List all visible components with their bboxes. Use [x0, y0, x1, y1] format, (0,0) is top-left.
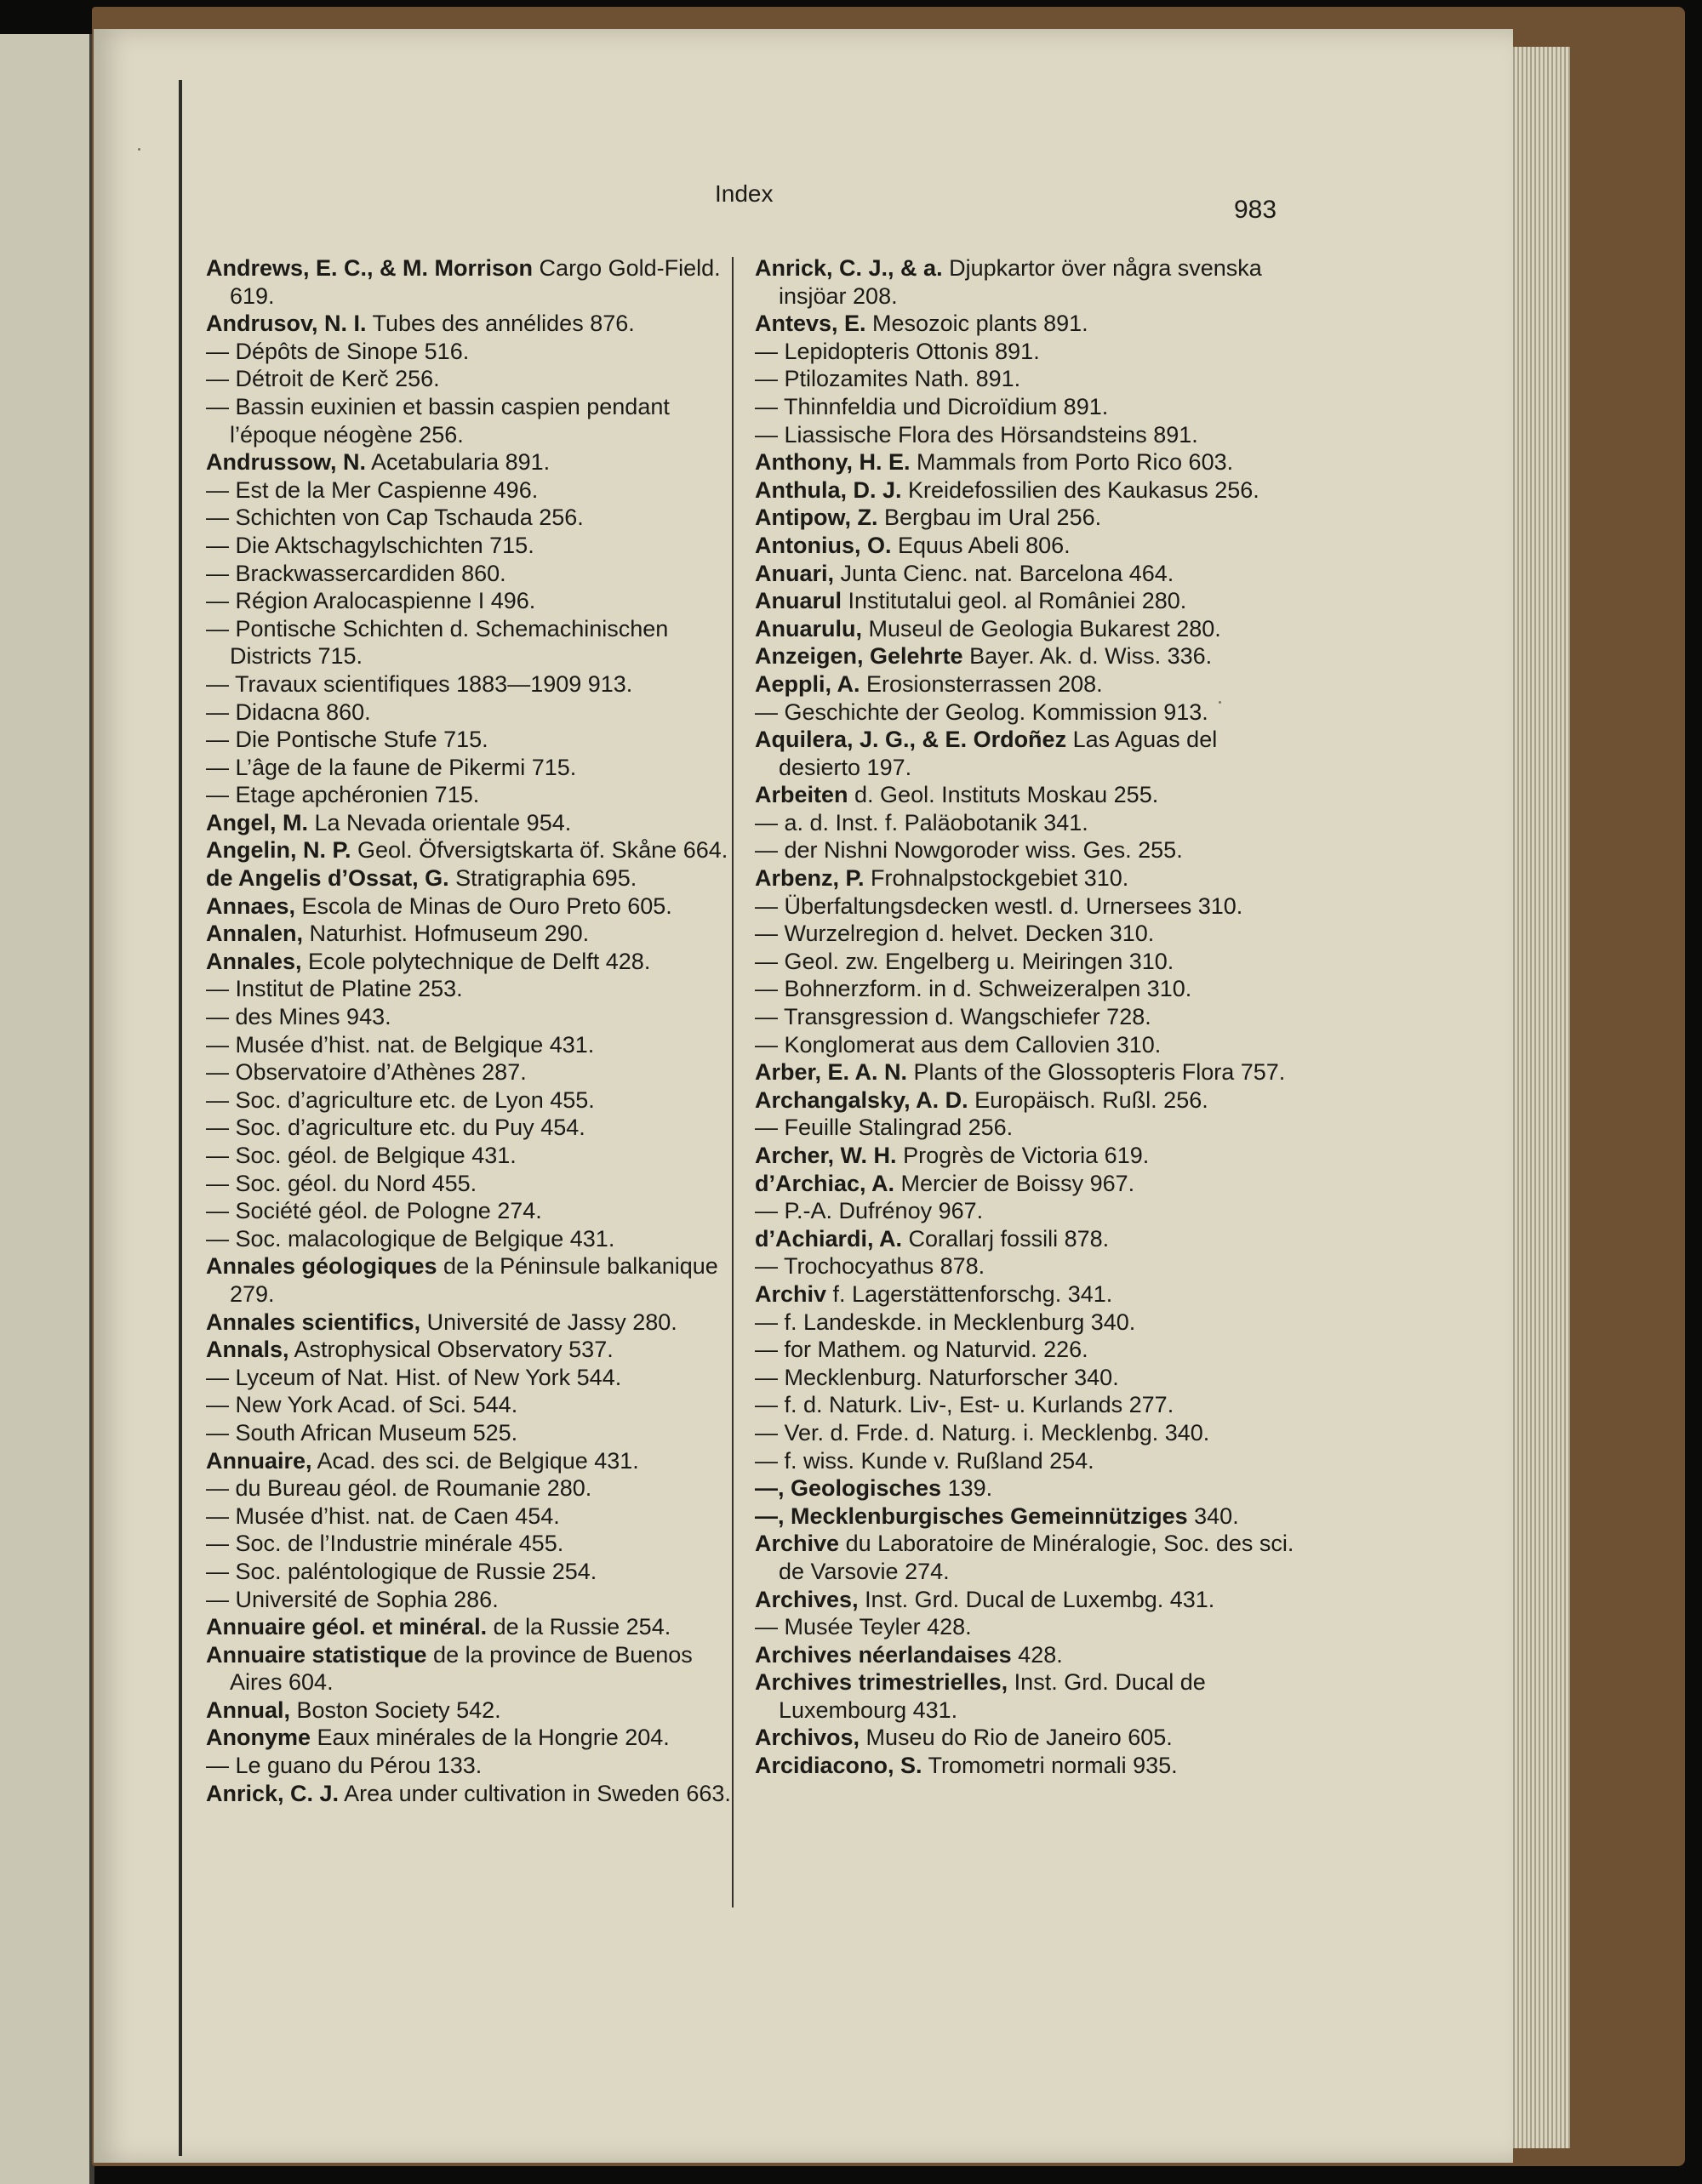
- index-entry-text: Corallarj fossili 878.: [902, 1225, 1110, 1252]
- index-entry-heading: Arcidiacono, S.: [755, 1753, 922, 1779]
- index-entry-heading: Annuaire,: [206, 1447, 312, 1474]
- index-entry-text: — Geol. zw. Engelberg u. Meiringen 310.: [755, 948, 1174, 974]
- index-entry-text: Acad. des sci. de Belgique 431.: [311, 1447, 639, 1474]
- index-entry-text: — Liassische Flora des Hörsandsteins 891.: [755, 421, 1198, 448]
- index-entry: [755, 1503, 1299, 1531]
- index-entry-heading: Archives trimestrielles,: [755, 1669, 1008, 1696]
- index-entry: [206, 1530, 742, 1558]
- index-entry: [755, 254, 1299, 310]
- index-entry-text: Bergbau im Ural 256.: [877, 505, 1102, 531]
- index-entry-text: — Musée Teyler 428.: [755, 1614, 972, 1640]
- index-entry: [206, 1058, 742, 1086]
- index-entry-heading: Annaes,: [206, 892, 296, 919]
- index-entry-heading: Annuaire géol. et minéral.: [206, 1614, 488, 1640]
- index-entry: [755, 1447, 1299, 1475]
- index-entry: [755, 1309, 1299, 1337]
- index-entry-text: 340.: [1187, 1503, 1239, 1529]
- index-entry-heading: Anuarulu,: [755, 615, 862, 642]
- index-entry: [206, 920, 742, 948]
- index-entry-text: Cargo Gold-Field. 619.: [230, 255, 721, 309]
- index-entry-heading: Antonius, O.: [755, 532, 892, 558]
- index-entry: [206, 1114, 742, 1142]
- index-entry-text: Bayer. Ak. d. Wiss. 336.: [962, 643, 1213, 670]
- index-entry: [206, 1391, 742, 1419]
- index-entry: [755, 975, 1299, 1003]
- index-entry: [206, 892, 742, 921]
- index-entry-text: Inst. Grd. Ducal de Luxembg. 431.: [858, 1586, 1215, 1612]
- index-entry-heading: Annual,: [206, 1696, 290, 1723]
- index-entry-heading: Andrussow, N.: [206, 449, 367, 476]
- index-entry: [755, 920, 1299, 948]
- index-entry: [206, 310, 742, 338]
- index-entry-text: — Lepidopteris Ottonis 891.: [755, 338, 1040, 364]
- index-entry-text: — Institut de Platine 253.: [206, 976, 463, 1002]
- index-entry: [206, 560, 742, 588]
- index-entry-text: — for Mathem. og Naturvid. 226.: [755, 1337, 1088, 1363]
- index-entry-text: Inst. Grd. Ducal de Luxembourg 431.: [779, 1669, 1206, 1723]
- index-entry: [206, 1086, 742, 1115]
- index-entry: [206, 1252, 742, 1308]
- index-entry: [755, 1668, 1299, 1724]
- index-entry-heading: Anuari,: [755, 560, 835, 586]
- index-entry: [755, 1724, 1299, 1752]
- index-entry: [755, 532, 1299, 560]
- page-number: 983: [1234, 196, 1277, 224]
- index-entry: [206, 1003, 742, 1031]
- index-entry: [206, 1641, 742, 1696]
- gutter-shadow: [179, 80, 182, 2156]
- index-entry: [755, 864, 1299, 892]
- index-entry-text: Erosionsterrassen 208.: [860, 670, 1103, 697]
- index-entry: [206, 1586, 742, 1614]
- index-entry: [206, 1225, 742, 1253]
- index-entry-text: — Überfaltungsdecken westl. d. Urnersees 310.: [755, 892, 1243, 919]
- index-entry-text: 139.: [941, 1475, 993, 1502]
- index-entry-heading: Arbenz, P.: [755, 865, 865, 892]
- index-entry-heading: d’Achiardi, A.: [755, 1225, 903, 1252]
- index-entry: [206, 1336, 742, 1364]
- index-entry-text: — f. wiss. Kunde v. Rußland 254.: [755, 1447, 1094, 1474]
- index-entry: [206, 1558, 742, 1586]
- index-entry-text: — der Nishni Nowgoroder wiss. Ges. 255.: [755, 837, 1183, 864]
- index-entry-text: Institutalui geol. al României 280.: [842, 588, 1187, 614]
- index-entry-heading: Antipow, Z.: [755, 505, 878, 531]
- index-entry: [755, 781, 1299, 809]
- index-entry: [755, 504, 1299, 532]
- index-entry-text: — Pontische Schichten d. Schemachinischen Districts 715.: [206, 615, 669, 670]
- index-entry-heading: Anrick, C. J., & a.: [755, 255, 943, 281]
- index-entry-text: Geol. Öfversigtskarta öf. Skåne 664.: [351, 837, 728, 864]
- index-entry-heading: —, Geologisches: [755, 1475, 942, 1502]
- index-entry: [206, 809, 742, 837]
- index-entry: [206, 1309, 742, 1337]
- index-entry-text: Eaux minérales de la Hongrie 204.: [311, 1725, 670, 1751]
- index-entry: [755, 1280, 1299, 1309]
- index-entry: [206, 726, 742, 754]
- index-entry: [206, 1474, 742, 1503]
- index-entry-heading: de Angelis d’Ossat, G.: [206, 865, 449, 892]
- index-entry-text: — Est de la Mer Caspienne 496.: [206, 476, 539, 503]
- index-entry: [206, 1724, 742, 1752]
- index-entry-text: — Konglomerat aus dem Callovien 310.: [755, 1031, 1162, 1058]
- index-entry-text: Université de Jassy 280.: [420, 1309, 677, 1335]
- index-entry-text: — Le guano du Pérou 133.: [206, 1753, 483, 1779]
- index-entry-text: Plants of the Glossopteris Flora 757.: [907, 1059, 1286, 1086]
- index-entry-text: — Mecklenburg. Naturforscher 340.: [755, 1364, 1119, 1390]
- index-entry-text: — South African Museum 525.: [206, 1419, 518, 1446]
- index-entry-text: — Soc. géol. de Belgique 431.: [206, 1143, 517, 1168]
- index-entry-text: Escola de Minas de Ouro Preto 605.: [295, 892, 672, 919]
- index-entry-text: de la province de Buenos Aires 604.: [230, 1641, 693, 1696]
- index-entry: [755, 948, 1299, 976]
- index-entry: [755, 476, 1299, 505]
- index-entry: [206, 393, 742, 448]
- index-entry: [206, 670, 742, 699]
- index-entry-text: Acetabularia 891.: [366, 449, 551, 476]
- index-entry: [206, 338, 742, 366]
- index-entry-heading: Annales,: [206, 948, 302, 974]
- index-entry-text: Area under cultivation in Sweden 663.: [339, 1780, 731, 1806]
- index-entry: [206, 365, 742, 393]
- index-entry-text: du Laboratoire de Minéralogie, Soc. des sci. de Varsovie 274.: [779, 1531, 1294, 1584]
- index-entry-text: — Transgression d. Wangschiefer 728.: [755, 1004, 1151, 1030]
- index-entry-heading: Annales géologiques: [206, 1253, 437, 1280]
- index-entry-text: Mercier de Boissy 967.: [894, 1170, 1135, 1196]
- index-entry-text: — Observatoire d’Athènes 287.: [206, 1059, 527, 1086]
- index-entry-text: — Soc. d’agriculture etc. de Lyon 455.: [206, 1086, 595, 1113]
- index-entry: [206, 1752, 742, 1780]
- index-entry: [206, 532, 742, 560]
- index-entry: [206, 504, 742, 532]
- index-entry-heading: Annalen,: [206, 921, 304, 947]
- index-entry-heading: Angel, M.: [206, 809, 308, 835]
- index-entry: [206, 1142, 742, 1170]
- index-entry: [206, 1197, 742, 1225]
- index-entry: [755, 421, 1299, 449]
- index-column-right: [755, 254, 1299, 1780]
- index-entry: [755, 365, 1299, 393]
- index-entry-text: — f. d. Naturk. Liv-, Est- u. Kurlands 277.: [755, 1392, 1174, 1418]
- index-entry: [206, 1419, 742, 1447]
- index-entry: [755, 1474, 1299, 1503]
- index-entry: [755, 1641, 1299, 1669]
- index-entry-heading: Anthula, D. J.: [755, 476, 902, 503]
- index-entry-text: Frohnalpstockgebiet 310.: [864, 865, 1129, 892]
- index-entry-text: de la Russie 254.: [487, 1614, 671, 1640]
- index-entry-text: — Lyceum of Nat. Hist. of New York 544.: [206, 1364, 622, 1390]
- index-entry: [755, 393, 1299, 421]
- index-entry-text: Ecole polytechnique de Delft 428.: [301, 948, 651, 974]
- index-entry-text: Europäisch. Rußl. 256.: [968, 1086, 1208, 1113]
- index-entry: [755, 1058, 1299, 1086]
- index-entry-text: Mesozoic plants 891.: [865, 311, 1088, 337]
- index-entry-text: Boston Society 542.: [290, 1696, 501, 1723]
- index-entry: [755, 338, 1299, 366]
- index-entry-text: Museul de Geologia Bukarest 280.: [862, 615, 1221, 642]
- index-entry: [755, 1613, 1299, 1641]
- index-entry: [206, 699, 742, 727]
- index-entry: [755, 560, 1299, 588]
- index-entry: [206, 864, 742, 892]
- index-entry-heading: Anuarul: [755, 588, 842, 614]
- index-entry-text: — Die Pontische Stufe 715.: [206, 727, 488, 753]
- index-entry: [755, 1114, 1299, 1142]
- index-entry-text: — Détroit de Kerč 256.: [206, 366, 440, 392]
- facing-page-edge: [0, 34, 94, 2184]
- index-entry-text: — f. Landeskde. in Mecklenburg 340.: [755, 1309, 1136, 1335]
- index-entry-text: — Brackwassercardiden 860.: [206, 560, 506, 586]
- index-entry-text: Naturhist. Hofmuseum 290.: [303, 921, 590, 947]
- paper-speck: [138, 148, 140, 151]
- index-entry-text: d. Geol. Instituts Moskau 255.: [848, 782, 1159, 808]
- index-entry-text: — Feuille Stalingrad 256.: [755, 1115, 1014, 1141]
- index-entry-text: — Société géol. de Pologne 274.: [206, 1198, 542, 1224]
- index-entry-text: Mammals from Porto Rico 603.: [910, 449, 1234, 476]
- index-entry: [755, 1031, 1299, 1059]
- index-entry-heading: Annales scientifics,: [206, 1309, 421, 1335]
- index-entry-heading: Andrews, E. C., & M. Morrison: [206, 255, 534, 281]
- index-entry-text: La Nevada orientale 954.: [308, 809, 572, 835]
- index-entry-heading: Annals,: [206, 1337, 289, 1363]
- index-entry: [206, 1503, 742, 1531]
- index-entry-text: — Ptilozamites Nath. 891.: [755, 366, 1021, 392]
- index-entry: [755, 448, 1299, 476]
- index-entry-heading: Angelin, N. P.: [206, 837, 351, 864]
- index-entry: [755, 642, 1299, 670]
- index-entry: [755, 670, 1299, 699]
- index-entry: [206, 1696, 742, 1725]
- index-entry: [755, 1252, 1299, 1280]
- paper-speck: [1219, 701, 1221, 704]
- index-entry-heading: —, Mecklenburgisches Gemeinnütziges: [755, 1503, 1188, 1529]
- index-entry: [755, 615, 1299, 643]
- index-entry-text: — Travaux scientifiques 1883—1909 913.: [206, 670, 633, 697]
- index-entry: [206, 781, 742, 809]
- index-entry-text: Djupkartor över några svenska insjöar 208.: [779, 255, 1262, 309]
- index-entry-text: Astrophysical Observatory 537.: [288, 1337, 614, 1363]
- index-entry-text: — des Mines 943.: [206, 1004, 391, 1030]
- index-entry: [206, 754, 742, 782]
- index-entry-text: — a. d. Inst. f. Paläobotanik 341.: [755, 809, 1088, 835]
- index-entry-text: — Soc. paléntologique de Russie 254.: [206, 1558, 597, 1584]
- index-entry-text: Equus Abeli 806.: [891, 532, 1071, 558]
- index-entry-heading: Antevs, E.: [755, 311, 866, 337]
- index-entry-text: — Soc. géol. du Nord 455.: [206, 1170, 477, 1196]
- book-page: [94, 29, 1513, 2163]
- index-entry-text: — Didacna 860.: [206, 699, 371, 725]
- index-entry: [755, 1086, 1299, 1115]
- index-entry-heading: Archiv: [755, 1280, 827, 1307]
- index-entry: [206, 1613, 742, 1641]
- index-entry: [755, 836, 1299, 864]
- index-entry: [206, 1780, 742, 1808]
- index-entry: [755, 892, 1299, 921]
- index-entry-heading: Anrick, C. J.: [206, 1780, 340, 1806]
- index-entry: [755, 587, 1299, 615]
- index-entry-text: — P.-A. Dufrénoy 967.: [755, 1198, 984, 1224]
- index-entry-text: — Etage apchéronien 715.: [206, 782, 480, 808]
- index-entry-heading: Arber, E. A. N.: [755, 1059, 908, 1086]
- index-entry-text: — Die Aktschagylschichten 715.: [206, 532, 534, 558]
- index-entry-text: f. Lagerstättenforschg. 341.: [826, 1280, 1113, 1307]
- index-entry-text: Progrès de Victoria 619.: [896, 1143, 1150, 1168]
- index-entry: [755, 1225, 1299, 1253]
- index-entry-heading: Annuaire statistique: [206, 1641, 427, 1668]
- index-entry-text: Stratigraphia 695.: [448, 865, 637, 892]
- index-entry-heading: Anthony, H. E.: [755, 449, 911, 476]
- index-entry-heading: Archives néerlandaises: [755, 1641, 1012, 1668]
- index-entry-text: — Trochocyathus 878.: [755, 1253, 985, 1280]
- index-entry-text: — Thinnfeldia und Dicroïdium 891.: [755, 393, 1109, 419]
- index-entry: [206, 1031, 742, 1059]
- index-entry-heading: Archivos,: [755, 1725, 860, 1751]
- index-entry: [755, 809, 1299, 837]
- index-entry: [755, 1003, 1299, 1031]
- index-entry-text: Museu do Rio de Janeiro 605.: [860, 1725, 1173, 1751]
- index-entry-text: — Dépôts de Sinope 516.: [206, 338, 470, 364]
- index-entry: [755, 1752, 1299, 1780]
- index-entry-heading: Anzeigen, Gelehrte: [755, 643, 963, 670]
- index-entry-text: Junta Cienc. nat. Barcelona 464.: [834, 560, 1174, 586]
- index-entry-heading: Andrusov, N. I.: [206, 311, 367, 337]
- index-entry-text: — Soc. d’agriculture etc. du Puy 454.: [206, 1115, 585, 1141]
- index-entry-heading: Archive: [755, 1531, 840, 1557]
- index-entry-heading: Archer, W. H.: [755, 1143, 897, 1168]
- index-entry-heading: Archives,: [755, 1586, 859, 1612]
- column-divider: [732, 257, 734, 1907]
- index-entry: [755, 1170, 1299, 1198]
- index-entry-text: — Musée d’hist. nat. de Belgique 431.: [206, 1031, 595, 1058]
- index-entry-heading: Aeppli, A.: [755, 670, 860, 697]
- index-entry-heading: Archangalsky, A. D.: [755, 1086, 968, 1113]
- index-entry: [755, 1419, 1299, 1447]
- index-entry-text: Tromometri normali 935.: [922, 1753, 1178, 1779]
- index-entry: [206, 836, 742, 864]
- index-entry: [755, 1586, 1299, 1614]
- index-entry-text: — Soc. malacologique de Belgique 431.: [206, 1225, 615, 1252]
- index-entry-text: — Bassin euxinien et bassin caspien pendant l’époque néogène 256.: [206, 393, 670, 448]
- index-entry-text: — Bohnerzform. in d. Schweizeralpen 310.: [755, 976, 1192, 1002]
- index-entry: [206, 448, 742, 476]
- index-entry: [755, 1391, 1299, 1419]
- index-entry: [755, 310, 1299, 338]
- index-entry-heading: d’Archiac, A.: [755, 1170, 895, 1196]
- index-entry-heading: Anonyme: [206, 1725, 311, 1751]
- index-entry: [755, 1530, 1299, 1585]
- index-entry: [755, 1197, 1299, 1225]
- index-entry-text: — New York Acad. of Sci. 544.: [206, 1392, 518, 1418]
- index-entry-text: de la Péninsule balkanique 279.: [230, 1253, 718, 1307]
- index-entry: [755, 1336, 1299, 1364]
- index-entry-text: Tubes des annélides 876.: [366, 311, 635, 337]
- index-entry-text: — Wurzelregion d. helvet. Decken 310.: [755, 921, 1155, 947]
- index-entry-text: — du Bureau géol. de Roumanie 280.: [206, 1475, 592, 1502]
- index-entry: [206, 587, 742, 615]
- index-entry-text: — Schichten von Cap Tschauda 256.: [206, 505, 584, 531]
- index-entry-text: — Région Aralocaspienne I 496.: [206, 588, 536, 614]
- index-entry-text: — Université de Sophia 286.: [206, 1586, 499, 1612]
- index-entry: [755, 726, 1299, 781]
- index-entry-text: — L’âge de la faune de Pikermi 715.: [206, 754, 577, 780]
- running-head: Index: [715, 180, 774, 207]
- index-entry: [206, 1447, 742, 1475]
- index-entry-heading: Aquilera, J. G., & E. Ordoñez: [755, 727, 1067, 753]
- index-entry-text: Kreidefossilien des Kaukasus 256.: [901, 476, 1259, 503]
- index-entry: [206, 948, 742, 976]
- index-entry: [206, 254, 742, 310]
- index-entry-text: Las Aguas del desierto 197.: [779, 727, 1218, 780]
- index-entry: [755, 1364, 1299, 1392]
- index-entry: [206, 975, 742, 1003]
- index-entry-text: — Geschichte der Geolog. Kommission 913.: [755, 699, 1208, 725]
- index-entry-text: 428.: [1011, 1641, 1063, 1668]
- index-entry: [206, 615, 742, 670]
- index-entry: [206, 1364, 742, 1392]
- index-entry-heading: Arbeiten: [755, 782, 848, 808]
- index-entry: [755, 699, 1299, 727]
- index-entry: [206, 1170, 742, 1198]
- index-entry-text: — Ver. d. Frde. d. Naturg. i. Mecklenbg. 340.: [755, 1419, 1210, 1446]
- index-entry-text: — Musée d’hist. nat. de Caen 454.: [206, 1503, 560, 1529]
- index-entry: [755, 1142, 1299, 1170]
- index-entry-text: — Soc. de l’Industrie minérale 455.: [206, 1531, 564, 1557]
- index-entry: [206, 476, 742, 505]
- index-column-left: [206, 254, 742, 1807]
